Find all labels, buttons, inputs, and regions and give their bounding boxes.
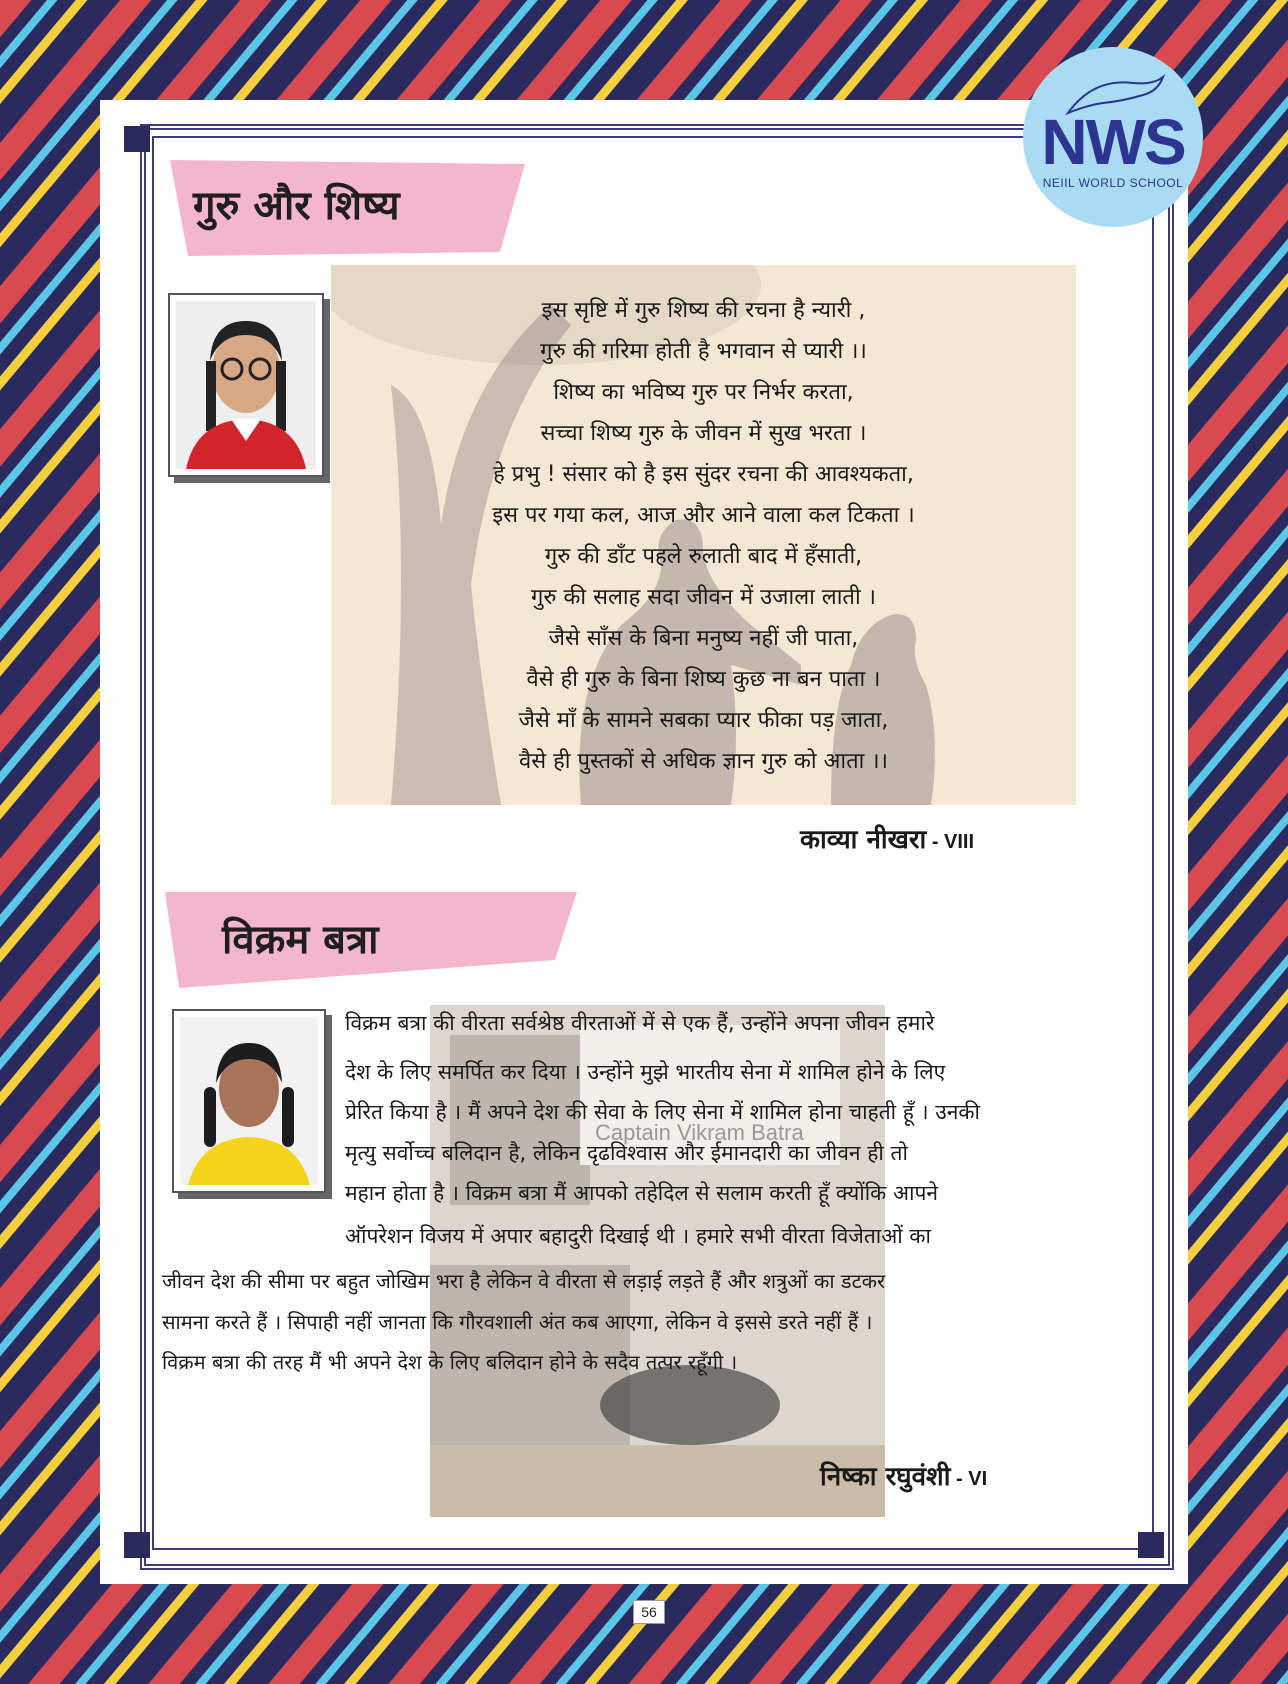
poem-line: गुरु की सलाह सदा जीवन में उजाला लाती । xyxy=(530,585,876,610)
frame-corner xyxy=(1138,1532,1164,1558)
paragraph-line: विक्रम बत्रा की वीरता सर्वश्रेष्ठ वीरताओं में से एक हैं, उन्होंने अपना जीवन हमारे xyxy=(345,1011,935,1035)
paragraph-line: सामना करते हैं । सिपाही नहीं जानता कि गौरवशाली अंत कब आएगा, लेकिन वे इससे डरते नहीं हैं । xyxy=(162,1310,873,1334)
poem-line: इस पर गया कल, आज और आने वाला कल टिकता । xyxy=(492,503,915,528)
page-number: 56 xyxy=(633,1600,665,1624)
paragraph-line: प्रेरित किया है । मैं अपने देश की सेवा के लिए सेना में शामिल होना चाहती हूँ । उनकी xyxy=(345,1100,980,1124)
portrait-image xyxy=(180,1017,318,1185)
poem-line: हे प्रभु ! संसार को है इस सुंदर रचना की आवश्यकता, xyxy=(493,462,914,487)
paragraph-line: जीवन देश की सीमा पर बहुत जोखिम भरा है लेकिन वे वीरता से लड़ाई लड़ते हैं और शत्रुओं का डटकर xyxy=(162,1269,886,1293)
author-name: निष्का रघुवंशी xyxy=(820,1462,951,1492)
student-photo-kavya xyxy=(168,293,324,477)
frame-corner xyxy=(124,126,150,152)
author-name: काव्या नीखरा xyxy=(800,825,927,855)
poem-line: वैसे ही पुस्तकों से अधिक ज्ञान गुरु को आता ।। xyxy=(519,749,888,774)
section-title-guru: गुरु और शिष्य xyxy=(193,183,400,229)
dolphin-icon xyxy=(1063,73,1168,123)
author-class: - VIII xyxy=(926,831,975,853)
school-logo xyxy=(1023,47,1203,227)
logo-subtitle: NEIIL WORLD SCHOOL xyxy=(1042,176,1184,190)
poem-line: गुरु की गरिमा होती है भगवान से प्यारी ।। xyxy=(540,339,867,364)
poem-line: इस सृष्टि में गुरु शिष्य की रचना है न्यारी , xyxy=(541,298,866,323)
paragraph-line: मृत्यु सर्वोच्च बलिदान है, लेकिन दृढविश्वास और ईमानदारी का जीवन ही तो xyxy=(345,1141,908,1165)
frame-corner xyxy=(124,1532,150,1558)
student-photo-nishka xyxy=(172,1009,326,1193)
author-class: - VI xyxy=(950,1468,988,1490)
poem-line: वैसे ही गुरु के बिना शिष्य कुछ ना बन पाता । xyxy=(526,667,881,692)
paragraph-line: महान होता है । विक्रम बत्रा मैं आपको तहेदिल से सलाम करती हूँ क्योंकि आपने xyxy=(345,1181,939,1205)
poem-line: जैसे साँस के बिना मनुष्य नहीं जी पाता, xyxy=(548,626,859,651)
author-nishka xyxy=(820,1457,987,1493)
poem-line: गुरु की डाँट पहले रुलाती बाद में हँसाती, xyxy=(544,544,863,569)
portrait-image xyxy=(176,301,316,469)
poem-line: सच्चा शिष्य गुरु के जीवन में सुख भरता । xyxy=(540,421,867,446)
author-kavya xyxy=(800,820,974,856)
photo-caption: Captain Vikram Batra xyxy=(595,1120,804,1145)
section-title-vikram: विक्रम बत्रा xyxy=(222,917,379,963)
logo-text: NWS xyxy=(1041,106,1185,178)
paragraph-line: ऑपरेशन विजय में अपार बहादुरी दिखाई थी । हमारे सभी वीरता विजेताओं का xyxy=(345,1224,931,1248)
poem-line: शिष्य का भविष्य गुरु पर निर्भर करता, xyxy=(553,380,854,405)
paragraph-line: विक्रम बत्रा की तरह मैं भी अपने देश के लिए बलिदान होने के सदैव तत्पर रहूँगी । xyxy=(162,1350,738,1374)
poem-guru-shishya xyxy=(331,290,1076,782)
paragraph-line: देश के लिए समर्पित कर दिया । उन्होंने मुझे भारतीय सेना में शामिल होने के लिए xyxy=(345,1060,946,1084)
poem-line: जैसे माँ के सामने सबका प्यार फीका पड़ जाता, xyxy=(518,708,889,733)
